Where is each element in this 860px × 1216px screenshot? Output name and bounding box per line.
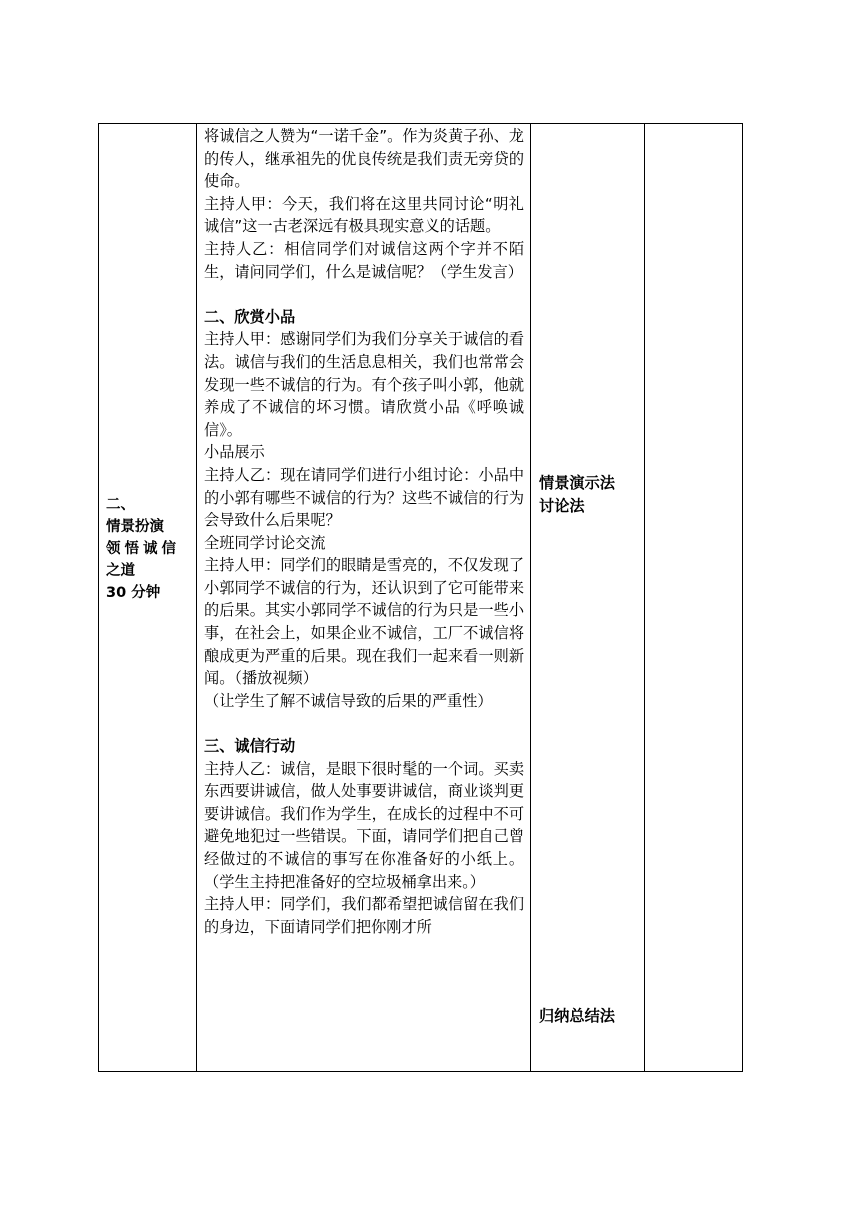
- stage-cell: [99, 124, 197, 1072]
- notes-cell: [645, 124, 743, 1072]
- stage-title-line-1: 情景扮演: [106, 519, 164, 535]
- method-label: 情景演示法: [539, 474, 615, 492]
- content-paragraph: 全班同学讨论交流: [204, 533, 326, 552]
- stage-title-line-3: 之道: [106, 563, 135, 579]
- method-group-1: [539, 472, 615, 517]
- blank-line: [204, 283, 524, 306]
- method-label: 讨论法: [539, 496, 585, 515]
- content-cell: [197, 124, 531, 1072]
- method-label: 归纳总结法: [539, 1007, 615, 1025]
- section-heading: 二、欣赏小品: [204, 307, 296, 326]
- content-paragraph: 主持人甲：感谢同学们为我们分享关于诚信的看法。诚信与我们的生活息息相关，我们也常常会发现一些不诚信的行为。有个孩子叫小郭，他就养成了不诚信的坏习惯。请欣赏小品《呼唤诚信》。: [204, 330, 524, 439]
- content-paragraph: 主持人乙：现在请同学们进行小组讨论：小品中的小郭有哪些不诚信的行为？这些不诚信的行为会导致什么后果呢？: [204, 465, 524, 530]
- content-paragraph: 小品展示: [204, 443, 265, 462]
- content-paragraph: 主持人甲：同学们的眼睛是雪亮的，不仅发现了小郭同学不诚信的行为，还认识到了它可能带来的后果。其实小郭同学不诚信的行为只是一些小事，在社会上，如果企业不诚信，工厂不诚信将酿成更为严重的后果。现在我们一起来看一则新闻。（播放视频）: [204, 556, 524, 688]
- content-paragraph: （让学生了解不诚信导致的后果的严重性）: [204, 691, 493, 710]
- lesson-plan-table: [98, 123, 743, 1072]
- stage-duration: 30 分钟: [106, 585, 161, 601]
- method-cell: [531, 124, 645, 1072]
- section-heading: 三、诚信行动: [204, 737, 296, 756]
- content-paragraph: 主持人乙：诚信，是眼下很时髦的一个词。买卖东西要讲诚信，做人处事要讲诚信，商业谈判更要讲诚信。我们作为学生，在成长的过程中不可避免地犯过一些错误。下面，请同学们把自己曾经做过的不诚信的事写在你准备好的小纸上。（学生主持把准备好的空垃圾桶拿出来。）: [204, 759, 524, 891]
- stage-title-line-2: 领悟诚信: [106, 541, 180, 557]
- content-paragraph: 将诚信之人赞为“一诺千金”。作为炎黄子孙、龙的传人，继承祖先的优良传统是我们责无旁贷的使命。: [204, 127, 524, 191]
- content-paragraph: 主持人甲：今天，我们将在这里共同讨论“明礼诚信”这一古老深远有极具现实意义的话题。: [204, 194, 524, 236]
- blank-line: [204, 712, 524, 735]
- content-paragraph: 主持人乙：相信同学们对诚信这两个字并不陌生，请问同学们，什么是诚信呢？（学生发言）: [204, 239, 524, 281]
- content-paragraph: 主持人甲：同学们，我们都希望把诚信留在我们的身边，下面请同学们把你刚才所: [204, 895, 524, 936]
- stage-number: 二、: [106, 497, 135, 513]
- table-row: [99, 124, 743, 1072]
- method-group-2: [539, 1005, 615, 1028]
